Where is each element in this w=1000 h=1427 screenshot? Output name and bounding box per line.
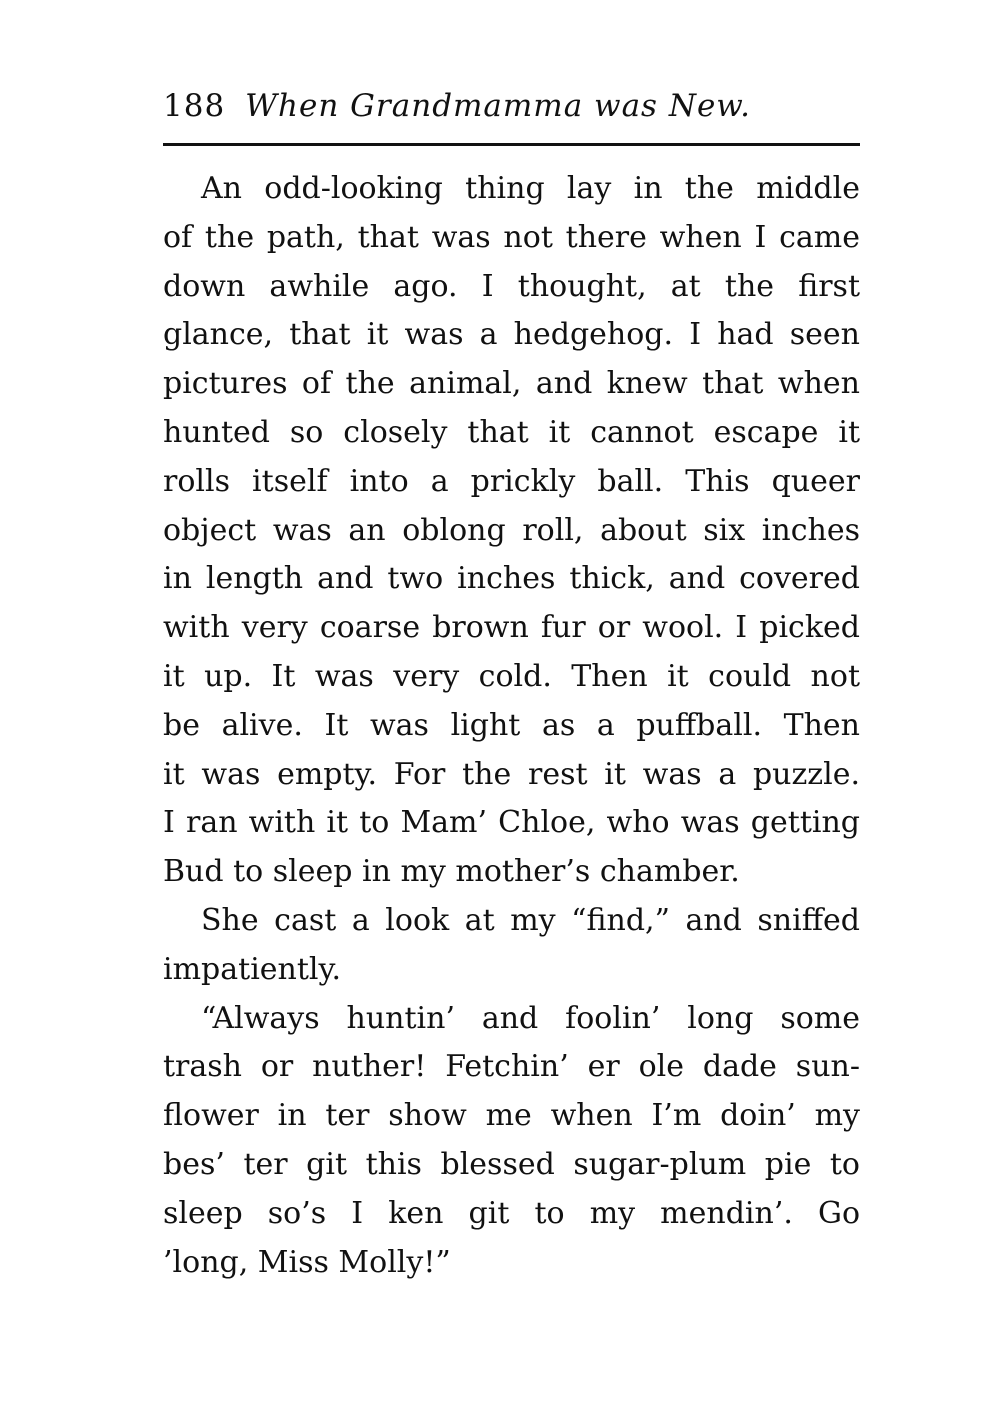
body-text — [163, 165, 860, 1287]
page-number: 188 — [163, 88, 226, 124]
text-line: glance, that it was a hedgehog. I had seen — [163, 317, 860, 353]
text-line: impatiently. — [163, 951, 342, 987]
text-line: with very coarse brown fur or wool. I picked — [163, 610, 860, 646]
text-line: down awhile ago. I thought, at the first — [163, 268, 860, 304]
text-line: it up. It was very cold. Then it could not — [163, 658, 860, 694]
text-line: Bud to sleep in my mother’s chamber. — [163, 854, 740, 890]
text-line: sleep so’s I ken git to my mendin’. Go — [163, 1195, 860, 1231]
text-line: hunted so closely that it cannot escape it — [163, 414, 860, 450]
text-line: She cast a look at my “find,” and sniffed — [201, 902, 860, 938]
text-line: pictures of the animal, and knew that when — [163, 366, 860, 402]
text-line: trash or nuther! Fetchin’ er ole dade sun- — [163, 1049, 860, 1085]
header-rule — [163, 143, 860, 146]
text-line: in length and two inches thick, and covered — [163, 561, 860, 597]
running-title: When Grandmamma was New. — [245, 88, 752, 124]
text-line: it was empty. For the rest it was a puzzle. — [163, 756, 860, 792]
text-line: be alive. It was light as a puffball. Then — [163, 707, 860, 743]
text-line: of the path, that was not there when I came — [163, 219, 860, 255]
paragraph — [163, 897, 860, 995]
text-line: “Always huntin’ and foolin’ long some — [201, 1000, 860, 1036]
text-line: ’long, Miss Molly!” — [163, 1244, 451, 1280]
text-line: I ran with it to Mam’ Chloe, who was getting — [163, 805, 860, 841]
paragraph — [163, 995, 860, 1288]
text-line: bes’ ter git this blessed sugar-plum pie to — [163, 1146, 860, 1182]
text-line: object was an oblong roll, about six inches — [163, 512, 860, 548]
text-line: flower in ter show me when I’m doin’ my — [163, 1098, 860, 1134]
text-line: An odd-looking thing lay in the middle — [201, 171, 860, 206]
paragraph — [163, 165, 860, 897]
text-line: rolls itself into a prickly ball. This queer — [163, 463, 860, 499]
running-header — [163, 84, 860, 128]
